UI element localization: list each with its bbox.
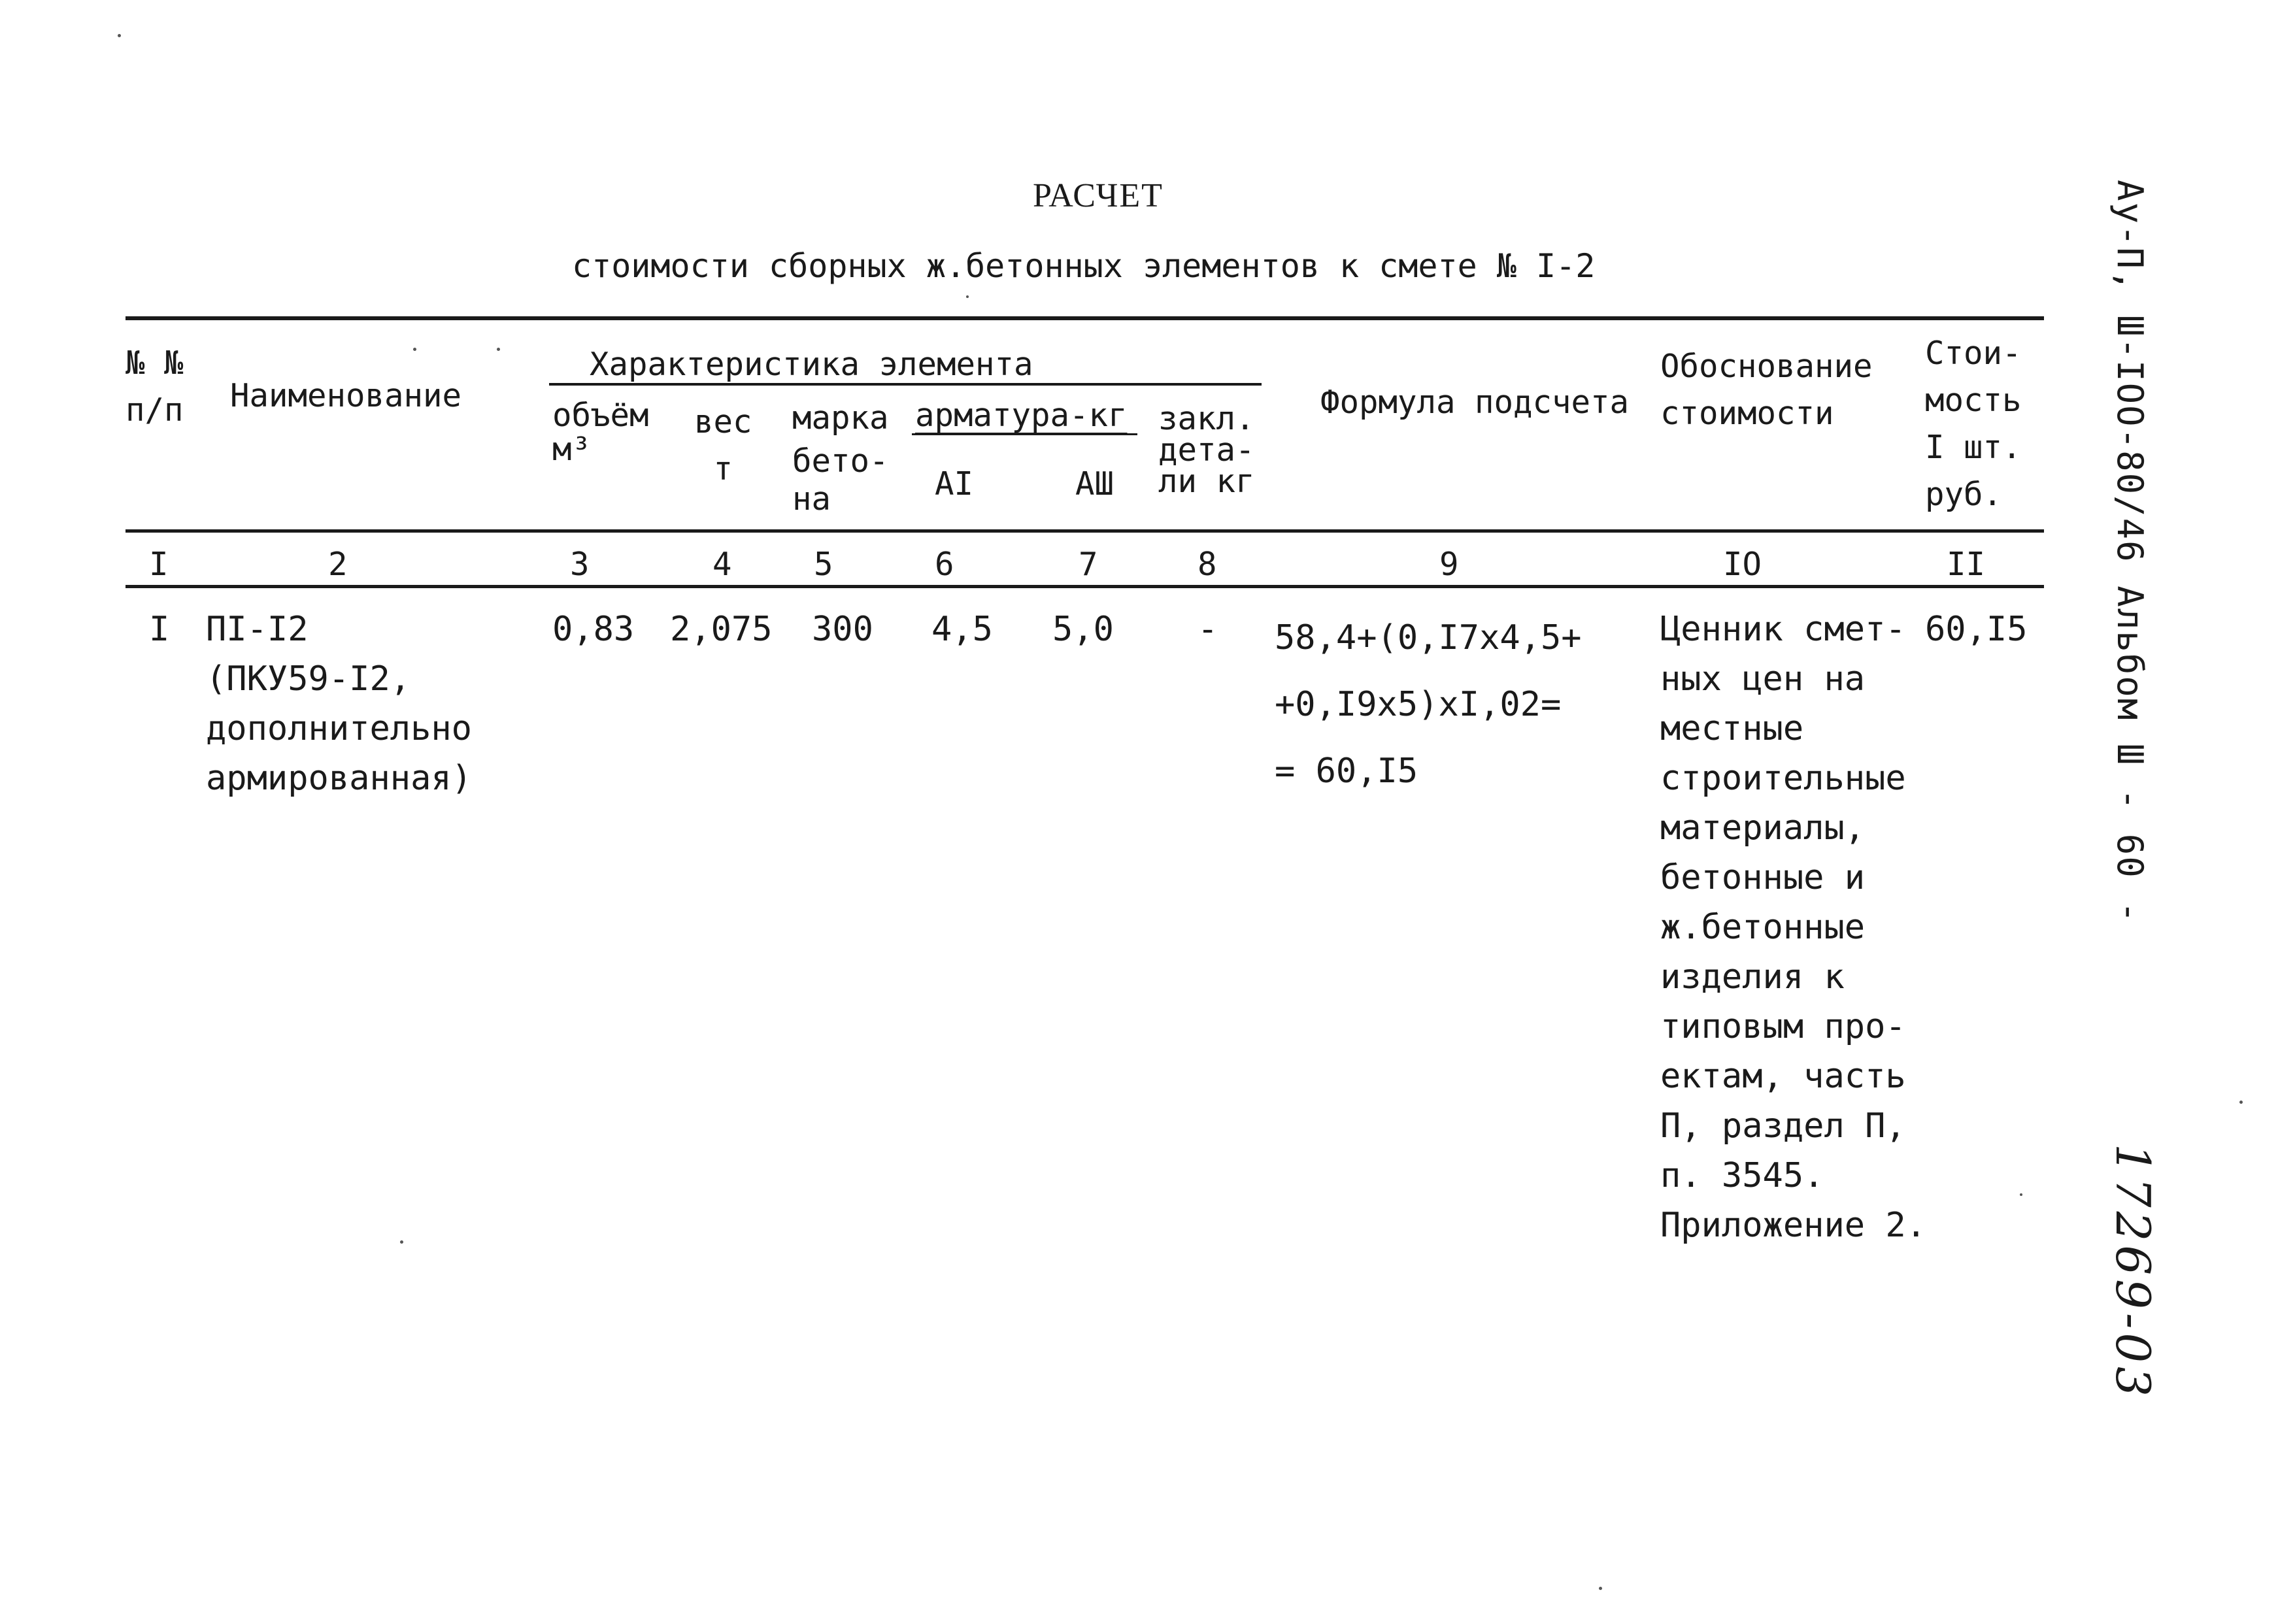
header-cost	[1925, 330, 2022, 518]
cell-basis-line: бетонные и	[1660, 858, 1866, 897]
scan-speck	[413, 348, 416, 351]
cell-embedded: -	[1198, 610, 1218, 649]
header-embedded-line1: закл.	[1158, 400, 1255, 437]
header-weight-line2: т	[713, 450, 733, 488]
cell-name-line: армированная)	[206, 759, 472, 798]
header-volume	[552, 392, 649, 473]
header-rebar-a1: АI	[935, 465, 974, 503]
cell-formula-line: 58,4+(0,I7x4,5+	[1275, 618, 1582, 657]
header-cost-line2: мость	[1925, 382, 2022, 419]
cell-basis-line: п. 3545.	[1660, 1156, 1824, 1195]
cell-basis-line: типовым про-	[1660, 1007, 1906, 1046]
header-concrete-line3: на	[792, 480, 831, 518]
cell-basis-line: Ценник смет-	[1660, 610, 1906, 649]
table-top-rule	[126, 316, 2044, 320]
cell-formula	[1275, 605, 1582, 804]
cell-basis-line: строительные	[1660, 759, 1906, 798]
cell-basis-line: материалы,	[1660, 808, 1866, 848]
header-volume-line1: объём	[552, 397, 649, 434]
header-volume-line2: м³	[552, 431, 592, 468]
cell-rebar-a3: 5,0	[1052, 610, 1114, 649]
cell-rebar-a1: 4,5	[931, 610, 993, 649]
colnum-1: I	[149, 546, 169, 583]
cell-basis-line: ектам, часть	[1660, 1057, 1906, 1096]
cell-name	[206, 605, 472, 803]
header-num	[126, 340, 184, 434]
colnum-3: 3	[570, 546, 590, 583]
colnum-7: 7	[1079, 546, 1098, 583]
scan-speck	[497, 348, 500, 351]
cell-formula-line: = 60,I5	[1275, 752, 1418, 791]
colnum-11: II	[1947, 546, 1986, 583]
cell-name-line: (ПКУ59-I2,	[206, 659, 411, 699]
header-concrete-line1: марка	[792, 399, 889, 437]
cell-cost: 60,I5	[1925, 610, 2028, 649]
cell-name-line: ПI-I2	[206, 610, 309, 649]
cell-basis-line: ных цен на	[1660, 659, 1866, 699]
header-weight	[694, 399, 752, 493]
cell-weight: 2,075	[670, 610, 773, 649]
header-bottom-rule	[126, 529, 2044, 533]
scan-speck	[1599, 1587, 1602, 1590]
header-basis-line1: Обоснование	[1660, 348, 1873, 385]
scan-speck	[400, 1240, 403, 1244]
header-num-line1: № №	[126, 344, 184, 382]
header-rebar-a3: АШ	[1075, 465, 1114, 503]
header-num-line2: п/п	[126, 391, 184, 429]
header-embedded-line3: ли кг	[1158, 463, 1255, 500]
header-rebar: арматура-кг	[915, 397, 1128, 434]
cell-concrete: 300	[812, 610, 873, 649]
cell-num: I	[149, 610, 170, 649]
colnum-10: IO	[1723, 546, 1762, 583]
header-cost-line4: руб.	[1925, 476, 2003, 513]
header-embedded-line2: дета-	[1158, 431, 1255, 469]
header-weight-line1: вес	[694, 403, 752, 440]
colnum-4: 4	[712, 546, 732, 583]
colnum-5: 5	[814, 546, 833, 583]
colnum-6: 6	[935, 546, 954, 583]
cell-basis-line: изделия к	[1660, 957, 1845, 997]
cell-basis-line: Приложение 2.	[1660, 1206, 1926, 1245]
header-formula: Формула подсчета	[1320, 384, 1630, 421]
header-basis-line2: стоимости	[1660, 395, 1834, 432]
colnum-9: 9	[1439, 546, 1459, 583]
scan-speck	[2239, 1101, 2243, 1104]
cell-basis-line: ж.бетонные	[1660, 908, 1866, 947]
scan-speck	[2020, 1193, 2022, 1196]
document-subtitle: стоимости сборных ж.бетонных элементов к смете № I-2	[572, 247, 1596, 285]
cell-basis	[1660, 605, 1926, 1250]
scan-speck	[118, 34, 121, 37]
header-embedded	[1158, 395, 1255, 505]
header-name: Наименование	[230, 377, 462, 414]
header-characteristics: Характеристика элемента	[590, 346, 1033, 383]
album-reference: Ау-П, Ш-IOO-80/46 Альбом Ш - 60 -	[2109, 180, 2151, 924]
document-title: РАСЧЕТ	[1033, 177, 1164, 214]
document-number: 17269-03	[2105, 1144, 2160, 1400]
cell-volume: 0,83	[552, 610, 635, 649]
header-cost-line3: I шт.	[1925, 429, 2022, 466]
header-concrete	[792, 395, 889, 523]
header-basis	[1660, 343, 1873, 437]
colnum-8: 8	[1198, 546, 1217, 583]
cell-basis-line: П, раздел П,	[1660, 1106, 1906, 1146]
scan-speck	[966, 295, 969, 298]
header-cost-line1: Стои-	[1925, 335, 2022, 372]
cell-name-line: дополнительно	[206, 709, 472, 748]
cell-formula-line: +0,I9x5)xI,02=	[1275, 685, 1562, 724]
cell-basis-line: местные	[1660, 709, 1804, 748]
colnum-2: 2	[328, 546, 348, 583]
header-concrete-line2: бето-	[792, 442, 889, 480]
